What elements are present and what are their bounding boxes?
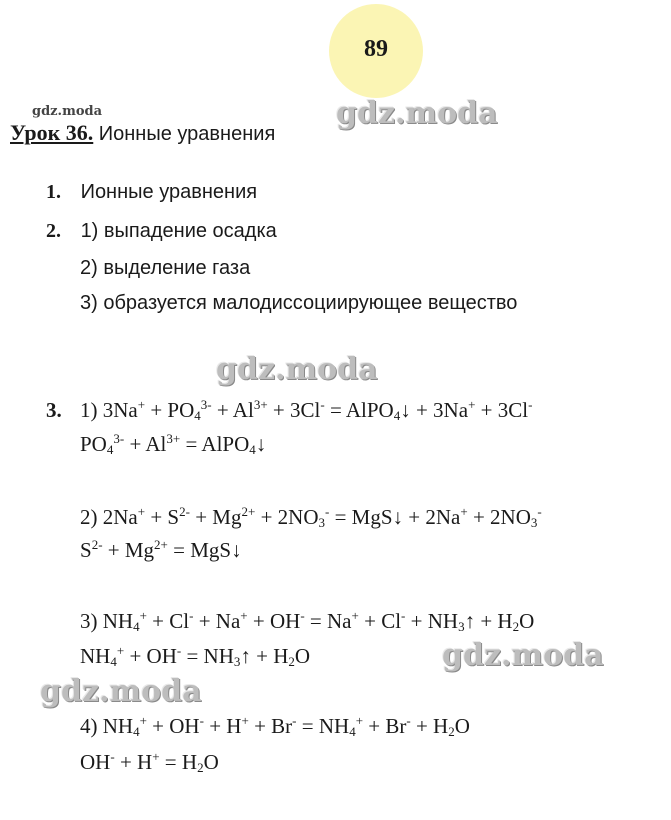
watermark-small: gdz.moda: [32, 104, 103, 119]
lesson-label: Урок 36.: [10, 120, 94, 145]
equation-3-full: 3) $NH_4^+ + Cl^- + Na^+ + OH^- = Na^+ + Cl^-$ + $NH_3↑ + H_2O$: [80, 608, 535, 634]
equation-1-short: $PO_4^{3-} + Al^{3+}$ = AlPO$_4$↓: [80, 431, 267, 457]
page-number-badge: [329, 4, 423, 98]
watermark-right: gdz.moda: [442, 638, 604, 673]
equation-4-full: 4) $NH_4^+ + OH^- + H^+ + Br^- = NH_4^+ + Br^- + H_2O$: [80, 713, 470, 739]
answer-number: 1.: [46, 181, 61, 203]
watermark-left: gdz.moda: [40, 674, 202, 709]
equation-2-full: 2) $2Na^+ + S^{2-} + Mg^{2+} + 2NO_3^-$ = MgS↓ + $2Na^+ + 2NO_3^-$: [80, 504, 542, 530]
equation-1-full: 1) $3Na^+ + PO_4^{3-} + Al^{3+} + 3Cl^-$ = AlPO$_4$↓ + 3Na+ + 3Cl-: [80, 397, 533, 423]
answer-2-line-3: 3) образуется малодиссоциирующее вещество: [80, 292, 518, 314]
answer-3-number: 3.: [46, 398, 62, 422]
answer-text: Ионные уравнения: [80, 181, 258, 203]
answer-2-line-1: [46, 220, 277, 243]
equation-2-short: $S^{2-} + Mg^{2+}$ = MgS↓: [80, 537, 242, 562]
answer-1: [46, 181, 257, 204]
answer-2-line-2: 2) выделение газа: [80, 257, 251, 279]
answer-number: 2.: [46, 220, 61, 242]
equation-4-short: $OH^- + H^+ = H_2O$: [80, 749, 219, 775]
answer-text: 1) выпадение осадка: [80, 220, 277, 242]
watermark-top: gdz.moda: [336, 96, 498, 131]
watermark-middle: gdz.moda: [216, 352, 378, 387]
lesson-topic: Ионные уравнения: [98, 123, 276, 145]
lesson-title: [10, 120, 275, 146]
page-number: 89: [364, 36, 388, 62]
equation-3-short: $NH_4^+ + OH^-$ = $NH_3↑ + H_2O$: [80, 643, 311, 669]
